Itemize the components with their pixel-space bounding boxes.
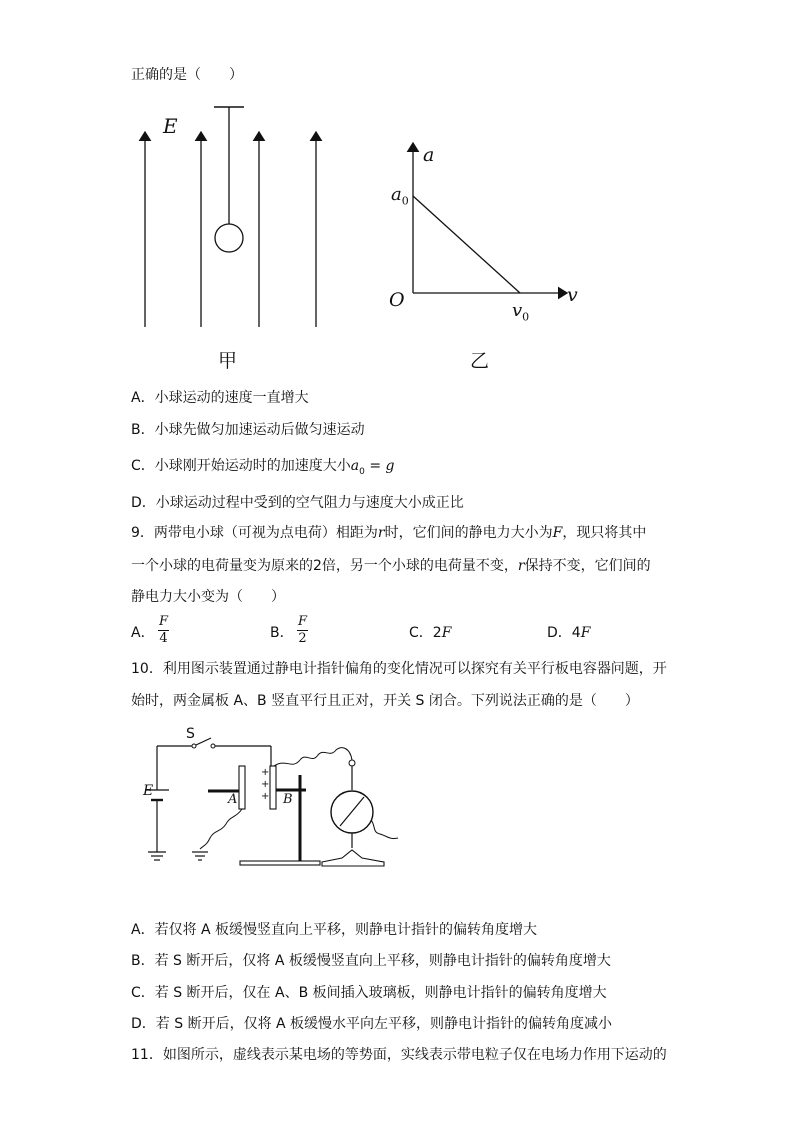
- switch-contact-right: [211, 744, 215, 748]
- q10-option-d[interactable]: D．若 S 断开后，仅将 A 板缓慢水平向左平移，则静电计指针的偏转角度减小: [131, 1016, 613, 1032]
- electroscope-base: [322, 850, 384, 866]
- v0-label: $v_0$: [512, 300, 530, 324]
- q10-line-2: 始时，两金属板 A、B 竖直平行且正对，开关 S 闭合。下列说法正确的是（ ）: [131, 693, 639, 709]
- plate-a-label: A: [228, 792, 238, 807]
- q10-option-a[interactable]: A．若仅将 A 板缓慢竖直向上平移，则静电计指针的偏转角度增大: [131, 922, 538, 938]
- q9-line-1: 9．两带电小球（可视为点电荷）相距为r时，它们间的静电力大小为F，现只将其中: [131, 525, 647, 541]
- q9-option-b-fraction: $\frac{F}{2}$: [298, 614, 308, 646]
- caption-yi: 乙: [470, 350, 490, 372]
- electroscope-knob: [349, 760, 355, 766]
- plate-b-label: B: [283, 792, 293, 807]
- y-axis-label: a: [423, 144, 435, 166]
- switch-blade: [196, 738, 211, 745]
- q8-option-b[interactable]: B．小球先做匀加速运动后做匀速运动: [131, 422, 365, 438]
- q9-option-c[interactable]: C．2F: [409, 625, 452, 641]
- a0-label: $a_0$: [391, 184, 409, 208]
- plus-sign-1: +: [261, 767, 270, 778]
- origin-label: O: [389, 289, 405, 311]
- x-axis-label: v: [567, 284, 578, 306]
- stand-base: [240, 861, 320, 865]
- q10-line-1: 10．利用图示装置通过静电计指针偏角的变化情况可以探究有关平行板电容器问题，开: [131, 661, 667, 677]
- plus-sign-3: +: [261, 791, 270, 802]
- caption-jia: 甲: [218, 350, 238, 372]
- electroscope-wire: [274, 748, 352, 766]
- q10-option-c[interactable]: C．若 S 断开后，仅在 A、B 板间插入玻璃板，则静电计指针的偏转角度增大: [131, 985, 607, 1001]
- q8-option-d[interactable]: D．小球运动过程中受到的空气阻力与速度大小成正比: [131, 495, 464, 511]
- q9-line-2: 一个小球的电荷量变为原来的2倍，另一个小球的电荷量不变，r保持不变，它们间的: [131, 558, 651, 574]
- switch-contact-left: [192, 744, 196, 748]
- q8-option-a[interactable]: A．小球运动的速度一直增大: [131, 390, 309, 406]
- q9-option-b-label[interactable]: B．: [270, 625, 294, 641]
- q9-option-d[interactable]: D．4F: [547, 625, 591, 641]
- q9-option-a-label[interactable]: A．: [131, 625, 155, 641]
- q8-stem-tail: 正确的是（ ）: [131, 67, 243, 83]
- plate-b: [270, 766, 276, 809]
- field-label-e: E: [163, 114, 178, 138]
- q9-option-a-fraction: $\frac{F}{4}$: [159, 614, 169, 646]
- q11-line-1: 11．如图所示，虚线表示某电场的等势面，实线表示带电粒子仅在电场力作用下运动的: [131, 1047, 667, 1063]
- plate-a: [239, 766, 245, 809]
- q9-line-3: 静电力大小变为（ ）: [131, 589, 285, 605]
- plus-sign-2: +: [261, 779, 270, 790]
- battery-label: E: [143, 783, 154, 799]
- plate-a-ground-wire: [200, 809, 242, 849]
- q10-option-b[interactable]: B．若 S 断开后，仅将 A 板缓慢竖直向上平移，则静电计指针的偏转角度增大: [131, 953, 611, 969]
- switch-label: S: [186, 726, 195, 742]
- q8-option-c[interactable]: C．小球刚开始运动时的加速度大小$a_0 = g$: [131, 458, 395, 477]
